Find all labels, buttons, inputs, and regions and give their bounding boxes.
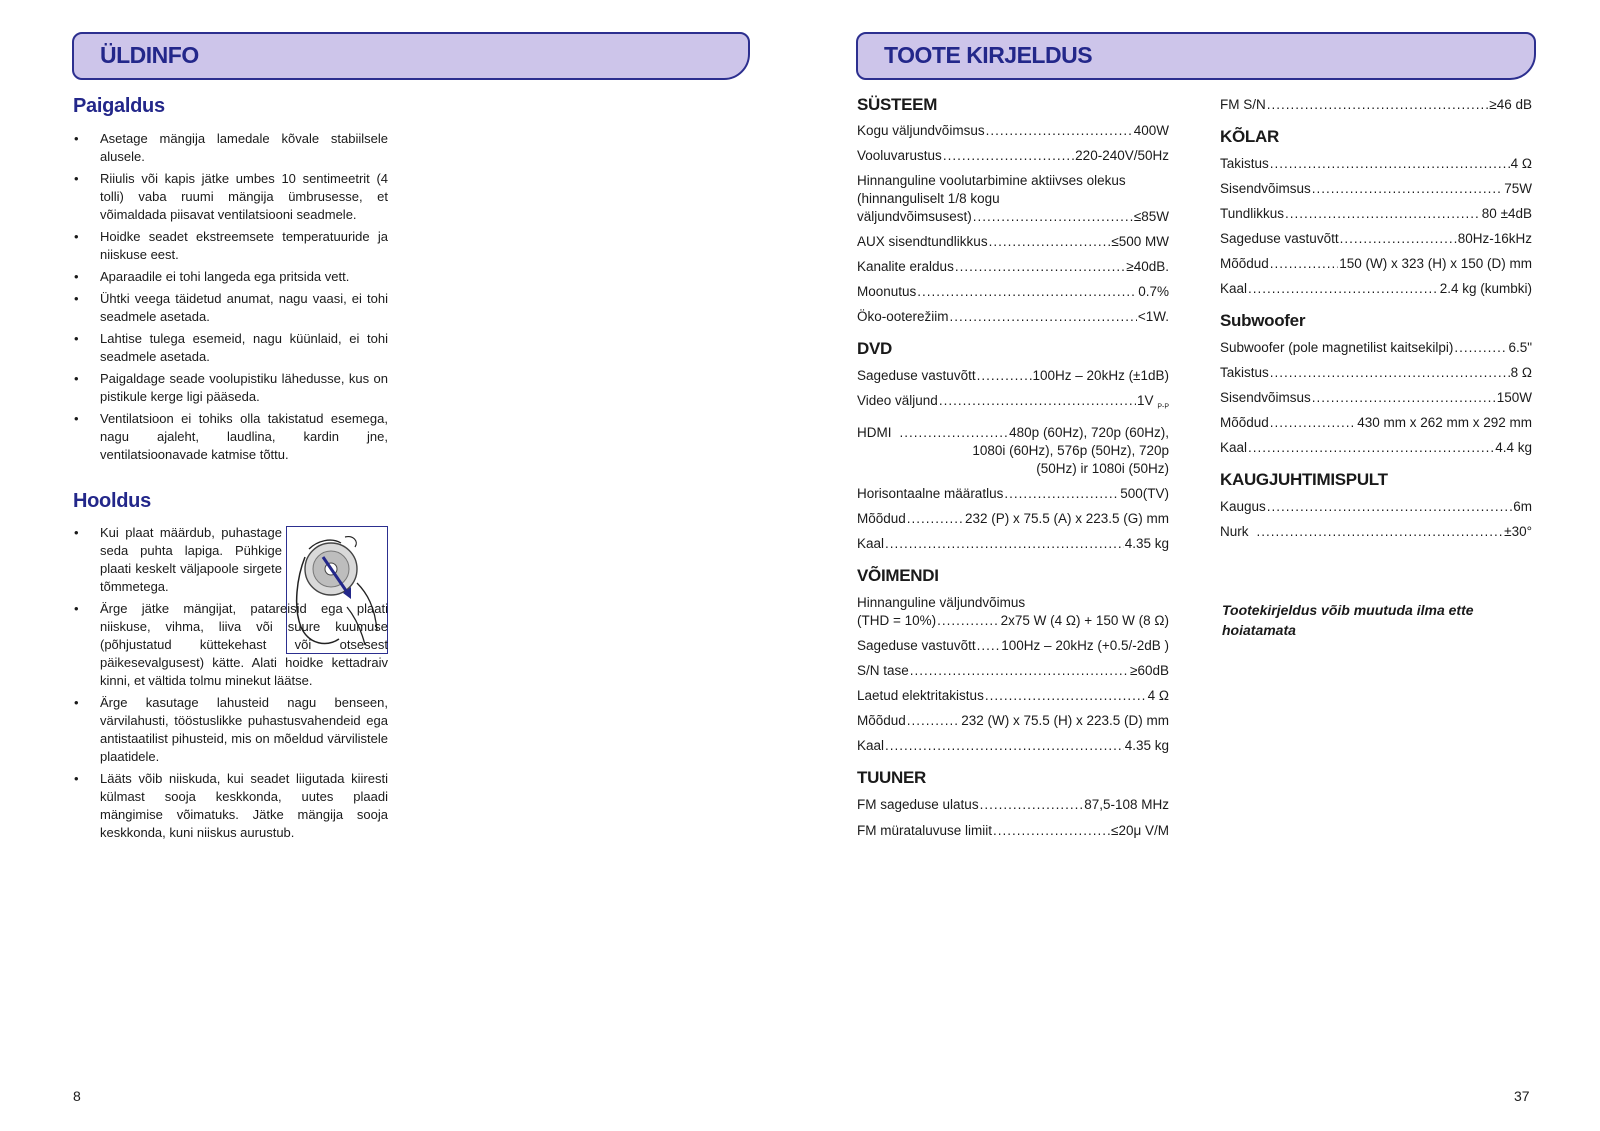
- spec-line: Hinnanguline voolutarbimine aktiivses olekus: [857, 173, 1126, 188]
- spec-row: HDMI ..... 480p (60Hz), 720p (60Hz),: [857, 424, 1169, 442]
- heading-amplifier: VÕIMENDI: [857, 565, 939, 585]
- spec-row: AUX sisendtundlikkus ..... ≤500 MW: [857, 233, 1169, 251]
- heading-speakers: KÕLAR: [1220, 127, 1279, 146]
- heading-subwoofer: Subwoofer: [1220, 311, 1306, 330]
- spec-row: Sageduse vastuvõtt ..... 100Hz – 20kHz (+0.5/-2dB ): [857, 637, 1169, 655]
- page-number-right: 37: [1514, 1088, 1530, 1104]
- list-item: • Ärge jätke mängijat, patareisid ega plaati niiskuse, vihma, liiva või suure kuumuse (põhjustatud küttekehast või otsesest päikesevalgusest) kätte. Alati hoidke kettadraiv kinni, et vältida tolmu minekut läätse.: [72, 600, 388, 690]
- spec-row: Takistus ..... 8 Ω: [1220, 364, 1532, 382]
- section-banner-general-info: [72, 32, 750, 80]
- heading-dvd: DVD: [857, 339, 892, 358]
- spec-line: (hinnanguliselt 1/8 kogu: [857, 191, 1000, 206]
- spec-row: Laetud elektritakistus ..... 4 Ω: [857, 687, 1169, 705]
- spec-row: Takistus ..... 4 Ω: [1220, 155, 1532, 173]
- spec-line: (50Hz) ir 1080i (50Hz): [1036, 460, 1169, 476]
- spec-row: Sisendvõimsus ..... 75W: [1220, 180, 1532, 198]
- spec-column-2: [1220, 96, 1532, 541]
- spec-row: Sageduse vastuvõtt ..... 100Hz – 20kHz (±1dB): [857, 367, 1169, 385]
- spec-line: Hinnanguline väljundvõimus: [857, 594, 1026, 610]
- list-item: • Riiulis või kapis jätke umbes 10 sentimeetrit (4 tolli) vaba ruumi mängija ümbrusesse, et võimaldada piisavat ventilatsiooni seadmele.: [72, 170, 388, 224]
- heading-care: Hooldus: [73, 490, 151, 512]
- spec-row: Moonutus ..... 0.7%: [857, 283, 1169, 301]
- spec-row: Kaugus ..... 6m: [1220, 498, 1532, 516]
- list-item: • Kui plaat määrdub, puhastage seda puhta lapiga. Pühkige plaati keskelt väljapoole sirgete tõmmetega.: [72, 524, 282, 596]
- spec-row: Video väljund ..... 1V $_{P-P}$: [857, 392, 1169, 417]
- list-item: • Hoidke seadet ekstreemsete temperatuuride ja niiskuse eest.: [72, 228, 388, 264]
- spec-row: Kaal ..... 4.4 kg: [1220, 439, 1532, 457]
- spec-row: väljundvõimsusest) ..... ≤85W: [857, 208, 1169, 226]
- spec-row: Mõõdud ..... 430 mm x 262 mm x 292 mm: [1220, 414, 1532, 432]
- spec-line: 1080i (60Hz), 576p (50Hz), 720p: [972, 442, 1169, 458]
- spec-row: FM S/N ..... ≥46 dB: [1220, 96, 1532, 114]
- spec-row: Horisontaalne määratlus ..... 500(TV): [857, 485, 1169, 503]
- spec-row: FM mürataluvuse limiit ..... ≤20μ V/M: [857, 822, 1169, 840]
- heading-tuner: TUUNER: [857, 767, 927, 787]
- banner-title: TOOTE KIRJELDUS: [884, 42, 1093, 68]
- list-item: • Asetage mängija lamedale kõvale stabiilsele alusele.: [72, 130, 388, 166]
- list-item: • Ühtki veega täidetud anumat, nagu vaasi, ei tohi seadmele asetada.: [72, 290, 388, 326]
- heading-system: SÜSTEEM: [857, 95, 938, 114]
- list-item: • Aparaadile ei tohi langeda ega pritsida vett.: [72, 268, 388, 286]
- spec-row: Öko-ooterežiim ..... <1W.: [857, 308, 1169, 326]
- spec-row: FM sageduse ulatus ..... 87,5-108 MHz: [857, 796, 1169, 814]
- spec-row: Kaal ..... 4.35 kg: [857, 535, 1169, 553]
- spec-row: Subwoofer (pole magnetilist kaitsekilpi) ..... 6.5": [1220, 339, 1532, 357]
- spec-column-1: [857, 96, 1169, 840]
- list-item: • Paigaldage seade voolupistiku lähedusse, kus on pistikule kerge ligi pääseda.: [72, 370, 388, 406]
- spec-row: (THD = 10%) ..... 2x75 W (4 Ω) + 150 W (8 Ω): [857, 612, 1169, 630]
- spec-row: Vooluvarustus ..... 220-240V/50Hz: [857, 147, 1169, 165]
- list-item: • Lahtise tulega esemeid, nagu küünlaid, ei tohi seadmele asetada.: [72, 330, 388, 366]
- heading-installation: Paigaldus: [73, 95, 165, 117]
- spec-row: Tundlikkus ..... 80 ±4dB: [1220, 205, 1532, 223]
- spec-row: Mõõdud ..... 150 (W) x 323 (H) x 150 (D) mm: [1220, 255, 1532, 273]
- spec-row: Mõõdud ..... 232 (W) x 75.5 (H) x 223.5 (D) mm: [857, 712, 1169, 730]
- spec-row: Kogu väljundvõimsus ..... 400W: [857, 122, 1169, 140]
- spec-row: Kanalite eraldus ..... ≥40dB.: [857, 258, 1169, 276]
- care-list: [72, 524, 388, 846]
- page-number-left: 8: [73, 1088, 81, 1104]
- section-banner-product-spec: [856, 32, 1536, 80]
- list-item: • Ventilatsioon ei tohiks olla takistatud esemega, nagu ajaleht, laudlina, kardin jne, ventilatsioonavade katmise tõttu.: [72, 410, 388, 464]
- heading-remote: KAUGJUHTIMISPULT: [1220, 470, 1388, 489]
- spec-row: Sageduse vastuvõtt ..... 80Hz-16kHz: [1220, 230, 1532, 248]
- installation-list: [72, 130, 388, 468]
- spec-row: Mõõdud ..... 232 (P) x 75.5 (A) x 223.5 (G) mm: [857, 510, 1169, 528]
- spec-row: Sisendvõimsus ..... 150W: [1220, 389, 1532, 407]
- spec-disclaimer-note: Tootekirjeldus võib muutuda ilma ette hoiatamata: [1222, 602, 1474, 638]
- spec-row: Kaal ..... 4.35 kg: [857, 737, 1169, 755]
- list-item: • Ärge kasutage lahusteid nagu benseen, värvilahusti, tööstuslikke puhastusvahendeid ega antistaatilist pihusteid, mis on mõeldud värvilistele plaatidele.: [72, 694, 388, 766]
- list-item: • Lääts võib niiskuda, kui seadet liigutada kiiresti külmast sooja keskkonda, uutes plaadi mängimise võimatuks. Jätke mängija sooja keskkonda, kuni niiskus aurustub.: [72, 770, 388, 842]
- spec-row: S/N tase ..... ≥60dB: [857, 662, 1169, 680]
- spec-row: Nurk ..... ±30°: [1220, 523, 1532, 541]
- banner-title: ÜLDINFO: [100, 42, 199, 68]
- spec-row: Kaal ..... 2.4 kg (kumbki): [1220, 280, 1532, 298]
